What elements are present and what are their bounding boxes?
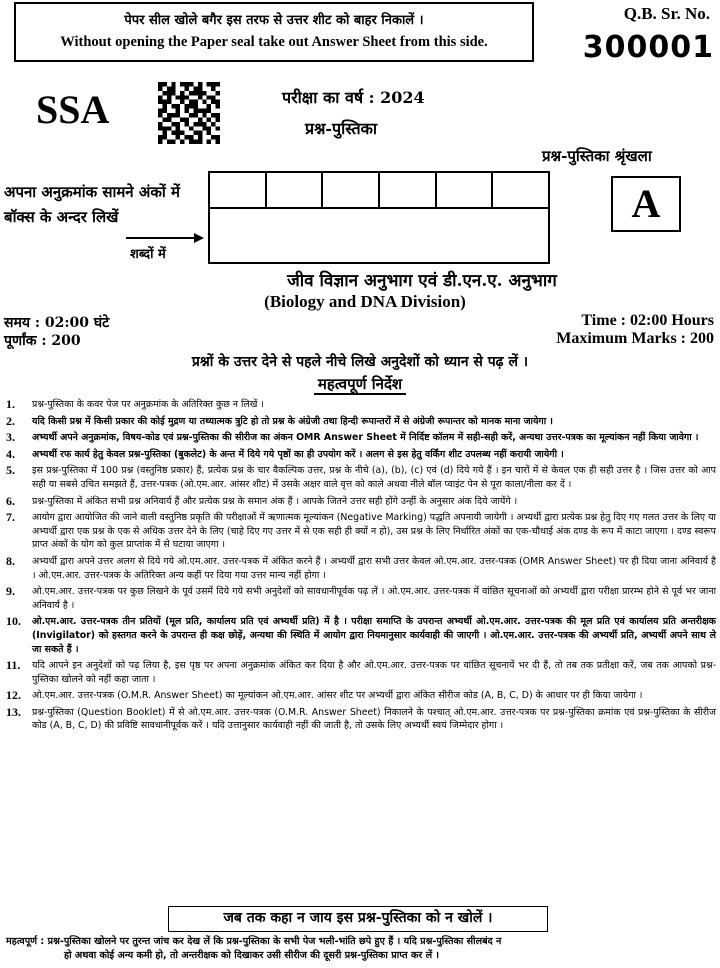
seal-notice-hindi: पेपर सील खोले बगैर इस तरफ से उत्तर शीट को बाहर निकालें । (124, 13, 424, 28)
roll-digit-box[interactable] (493, 173, 548, 207)
instruction-text: अभ्यर्थी रफ कार्य हेतु केवल प्रश्न-पुस्तिका (बुकलेट) के अन्त में दिये गये पृष्ठों का ही उपयोग करें । अलग से इस हेतु वर्किंग शीट उपलब्ध नहीं करायी जायेगी । (32, 448, 564, 460)
seal-notice-box (14, 2, 534, 62)
instruction-text: आयोग द्वारा आयोजित की जाने वाली वस्तुनिष्ठ प्रकृति की परीक्षाओं में ऋणात्मक मूल्यांकन (Negative Marking) पद्धति अपनायी जायेगी । अभ्यर्थी द्वारा प्रत्येक प्रश्न हेतु दिए गए गलत उत्तर के लिए या अभ्यर्थी द्वारा एक प्रश्न के एक से अधिक उत्तर देने के लिए (चाहे दिए गए उत्तर में से एक सही ही क्यों न हो), उस प्रश्न के लिए निर्धारित अंकों का एक-चौथाई अंक दण्ड के रूप में काटा जाएगा । दण्ड स्वरूप प्राप्त अंकों के योग को कुल प्राप्तांक में से घटाया जाएगा । (32, 512, 716, 551)
instruction-number: 6. (6, 493, 15, 508)
important-note-line1: महत्वपूर्ण : प्रश्न-पुस्तिका खोलने पर तुरन्त जांच कर देख लें कि प्रश्न-पुस्तिका के सभी पेज भली-भांति छपे हुए हैं । यदि प्रश्न-पुस्तिका सीलबंद न (6, 936, 502, 947)
exam-code: SSA (36, 87, 110, 132)
instruction-text: ओ.एम.आर. उत्तर-पत्रक तीन प्रतियों (मूल प्रति, कार्यालय प्रति एवं अभ्यर्थी प्रति) में है । परीक्षा समाप्ति के उपरान्त अभ्यर्थी ओ.एम.आर. उत्तर-पत्रक की मूल प्रति एवं कार्यालय प्रति अन्तरीक्षक (Invigilator) को हस्तगत करने के उपरान्त ही कक्ष छोड़ें, अन्यथा की स्थिति में आयोग द्वारा नियमानुसार कार्यवाही की जाएगी । ओ.एम.आर. उत्तर-पत्रक की अभ्यर्थी प्रति, अभ्यर्थी अपने साथ ले जा सकते हैं । (32, 616, 716, 655)
important-note-line2: हो अथवा कोई अन्य कमी हो, तो अन्तरीक्षक को दिखाकर उसी सीरीज की दूसरी प्रश्न-पुस्तिका प्राप्त कर लें । (64, 950, 440, 961)
roll-digit-box[interactable] (323, 173, 380, 207)
instruction-number: 10. (6, 614, 21, 629)
instruction-text: यदि आपने इन अनुदेशों को पढ़ लिया है, इस पृष्ठ पर अपना अनुक्रमांक अंकित कर दिया है और ओ.एम.आर. उत्तर-पत्रक पर वांछित सूचनायें भर दी हैं, तो तब तक प्रतीक्षा करें, जब तक आपको प्रश्न-पुस्तिका खोलने को नहीं कहा जाता । (32, 660, 716, 685)
instruction-text: यदि किसी प्रश्न में किसी प्रकार की कोई मुद्रण या तथ्यात्मक त्रुटि हो तो प्रश्न के अंग्रेजी तथा हिन्दी रूपान्तरों में से अंग्रेजी रूपान्तर को मानक माना जायेगा । (32, 415, 553, 427)
roll-digit-box[interactable] (210, 173, 267, 207)
roll-digit-box[interactable] (267, 173, 324, 207)
instruction-item (6, 511, 716, 552)
instruction-text: प्रश्न-पुस्तिका में अंकित सभी प्रश्न अनिवार्य हैं और प्रत्येक प्रश्न के समान अंक हैं । आपके जितने उत्तर सही होंगे उन्हीं के अनुसार अंक दिये जायेंगे । (32, 495, 518, 507)
qb-serial-label: Q.B. Sr. No. (623, 4, 710, 23)
instruction-text: ओ.एम.आर. उत्तर-पत्रक पर कुछ लिखने के पूर्व उसमें दिये गये सभी अनुदेशों को सावधानीपूर्वक पढ़ लें । ओ.एम.आर. उत्तर-पत्रक में वांछित सूचनाओं को अभ्यर्थी द्वारा परीक्षा प्रारम्भ होने से पूर्व भर जाना अनिवार्य है । (32, 586, 716, 611)
instruction-number: 13. (6, 704, 21, 719)
roll-digit-box[interactable] (437, 173, 494, 207)
exam-year: परीक्षा का वर्ष : 2024 (282, 88, 425, 107)
time-english: Time : 02:00 Hours (581, 312, 714, 329)
marks-english: Maximum Marks : 200 (556, 330, 714, 347)
instruction-text: अभ्यर्थी द्वारा अपने उत्तर अलग से दिये गये ओ.एम.आर. उत्तर-पत्रक में अंकित करने हैं । अभ्यर्थी द्वारा सभी उत्तर केवल ओ.एम.आर. उत्तर-पत्रक (OMR Answer Sheet) पर ही दिया जाना अनिवार्य है । ओ.एम.आर. उत्तर-पत्रक के अतिरिक्त अन्य कहीं पर दिया गया उत्तर मान्य नहीं होगा । (32, 555, 716, 581)
instruction-number: 5. (6, 463, 15, 478)
series-box: A (611, 176, 681, 232)
division-title-english: (Biology and DNA Division) (264, 292, 466, 311)
instruction-item (6, 431, 716, 445)
instruction-item (6, 448, 716, 462)
instruction-item (6, 398, 716, 412)
roll-digit-row (210, 173, 548, 209)
division-title-hindi: जीव विज्ञान अनुभाग एवं डी.एन.ए. अनुभाग (287, 271, 557, 291)
instruction-text: अभ्यर्थी अपने अनुक्रमांक, विषय-कोड एवं प्रश्न-पुस्तिका की सीरीज का अंकन OMR Answer Sheet में निर्दिष्ट कॉलम में सही-सही करें, अन्यथा उत्तर-पत्रक का मूल्यांकन नहीं किया जावेगा । (32, 432, 699, 444)
instruction-number: 8. (6, 553, 15, 568)
instruction-number: 9. (6, 584, 15, 599)
instruction-item (6, 615, 716, 656)
qr-code-icon (158, 82, 220, 144)
instructions-list (6, 398, 716, 736)
instruction-number: 3. (6, 430, 15, 445)
booklet-title: प्रश्न-पुस्तिका (305, 119, 378, 138)
instruction-item (6, 706, 716, 733)
instruction-text: प्रश्न-पुस्तिका (Question Booklet) में से ओ.एम.आर. उत्तर-पत्रक (O.M.R. Answer Sheet) निकालने के पश्चात् ओ.एम.आर. उत्तर-पत्रक पर प्रश्न-पुस्तिका क्रमांक एवं प्रश्न-पुस्तिका के सीरीज कोड (A, B, C, D) की प्रविष्टि सावधानीपूर्वक करें । यदि उत्तानुसार कार्यवाही नहीं की जाती है, तो उसके लिए अभ्यर्थी स्वयं जिम्मेदार होगा । (32, 706, 716, 732)
marks-hindi: पूर्णांक : 200 (4, 333, 81, 349)
instruction-text: इस प्रश्न-पुस्तिका में 100 प्रश्न (वस्तुनिष्ठ प्रकार) हैं, प्रत्येक प्रश्न के चार वैकल्पिक उत्तर, प्रश्न के नीचे (a), (b), (c) एवं (d) दिये गये हैं । इन चारों में से केवल एक ही सही उत्तर है । जिस उत्तर को आप सही या सबसे उचित समझते हैं, उत्तर-पत्रक (ओ.एम.आर. आंसर शीट) में उसके अक्षर वाले वृत्त को काले अथवा नीले बॉल प्वाइंट पेन से पूरा काला/नीला कर दें । (32, 465, 716, 490)
roll-number-instruction (4, 180, 214, 230)
read-instructions-note: प्रश्नों के उत्तर देने से पहले नीचे लिखे अनुदेशों को ध्यान से पढ़ लें । (191, 354, 529, 370)
time-hindi: समय : 02:00 घंटे (4, 315, 110, 331)
important-note (6, 935, 716, 963)
seal-notice-english: Without opening the Paper seal take out Answer Sheet from this side. (60, 34, 488, 50)
instruction-text: ओ.एम.आर. उत्तर-पत्रक (O.M.R. Answer Sheet) का मूल्यांकन ओ.एम.आर. आंसर शीट पर अभ्यर्थी द्वारा अंकित सीरीज कोड (A, B, C, D) के आधार पर ही किया जायेगा । (32, 690, 643, 702)
instruction-number: 7. (6, 510, 15, 525)
instruction-item (6, 585, 716, 612)
roll-instruction-line2: बॉक्स के अन्दर लिखें (4, 208, 119, 226)
roll-digit-box[interactable] (380, 173, 437, 207)
instruction-text: प्रश्न-पुस्तिका के कवर पेज पर अनुक्रमांक के अतिरिक्त कुछ न लिखें । (32, 399, 264, 410)
instruction-item (6, 495, 716, 509)
series-label: प्रश्न-पुस्तिका श्रृंखला (542, 147, 652, 165)
qb-serial-number: 300001 (582, 30, 714, 65)
instruction-number: 11. (6, 658, 21, 673)
instruction-item (6, 659, 716, 686)
roll-number-grid[interactable] (208, 171, 550, 264)
do-not-open-notice: जब तक कहा न जाय इस प्रश्न-पुस्तिका को न खोलें । (168, 906, 548, 932)
instruction-number: 2. (6, 413, 15, 428)
instruction-item (6, 555, 716, 582)
instruction-number: 12. (6, 688, 21, 703)
important-instructions-title: महत्वपूर्ण निर्देश (314, 375, 406, 395)
roll-words-box[interactable] (210, 209, 548, 262)
instruction-number: 1. (6, 397, 15, 411)
instruction-number: 4. (6, 446, 15, 461)
in-words-label: शब्दों में (130, 247, 166, 262)
important-instructions-heading (0, 374, 720, 394)
instruction-item (6, 415, 716, 429)
instruction-item (6, 464, 716, 491)
instruction-item (6, 689, 716, 703)
roll-instruction-line1: अपना अनुक्रमांक सामने अंकों में (4, 183, 180, 201)
